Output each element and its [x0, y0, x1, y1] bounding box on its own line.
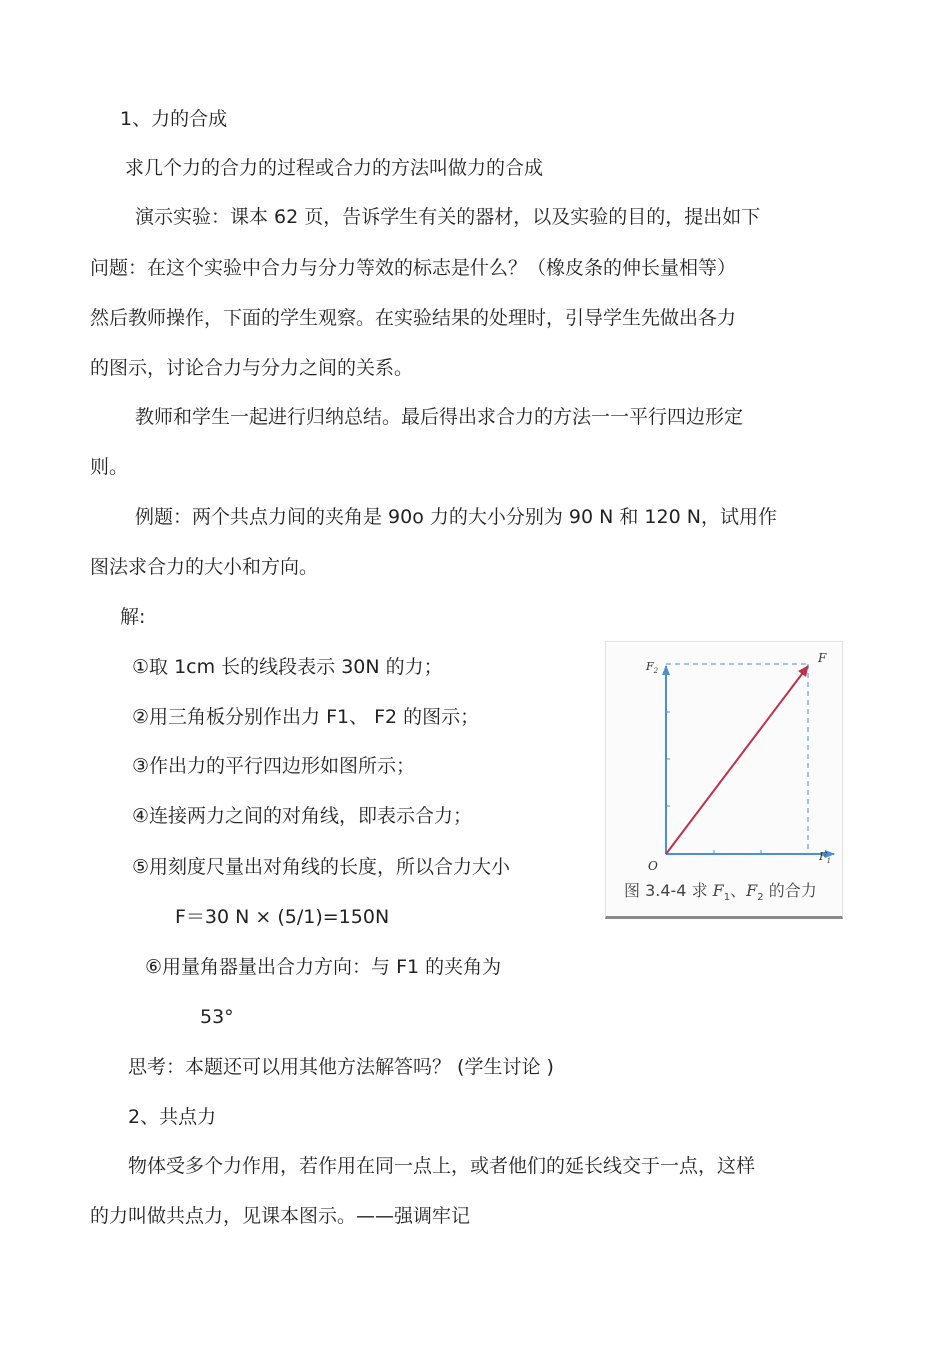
label-origin: O	[648, 859, 658, 873]
paragraph-demo-line2: 问题：在这个实验中合力与分力等效的标志是什么？（橡皮条的伸长量相等）	[90, 257, 737, 279]
figure-caption: 图 3.4-4 求 $F_1$、$F_2$ 的合力	[624, 881, 817, 904]
paragraph-summary-line1: 教师和学生一起进行归纳总结。最后得出求合力的方法一一平行四边形定	[135, 406, 744, 428]
step-6-value: 53°	[200, 1006, 234, 1028]
step-2: ②用三角板分别作出力 F1、 F2 的图示；	[132, 706, 480, 728]
step-4: ④连接两力之间的对角线，即表示合力；	[132, 805, 473, 827]
example-line1: 例题：两个共点力间的夹角是 90ο 力的大小分别为 90 N 和 120 N，试用作	[135, 506, 777, 528]
force-parallelogram-figure	[605, 641, 843, 919]
parallelogram-diagram	[606, 642, 844, 882]
step-5: ⑤用刻度尺量出对角线的长度，所以合力大小	[132, 856, 511, 878]
paragraph-demo-line1: 演示实验：课本 62 页，告诉学生有关的器材，以及实验的目的，提出如下	[135, 206, 761, 228]
thinking-question: 思考：本题还可以用其他方法解答吗？ (学生讨论 )	[128, 1056, 554, 1078]
section-heading-1: 1、力的合成	[120, 108, 228, 130]
step-5-formula: F＝30 N × (5/1)=150N	[175, 906, 390, 928]
resultant-vector	[666, 666, 808, 854]
solution-label: 解:	[120, 606, 146, 628]
label-f2: $F_2$	[646, 660, 659, 675]
paragraph-concurrent-line1: 物体受多个力作用，若作用在同一点上，或者他们的延长线交于一点，这样	[128, 1155, 756, 1177]
paragraph-demo-line3: 然后教师操作，下面的学生观察。在实验结果的处理时，引导学生先做出各力	[90, 307, 737, 329]
paragraph-concurrent-line2: 的力叫做共点力，见课本图示。——强调牢记	[90, 1205, 471, 1227]
paragraph-definition: 求几个力的合力的过程或合力的方法叫做力的合成	[125, 157, 544, 179]
label-f1: $F_1$	[819, 850, 832, 865]
step-6: ⑥用量角器量出合力方向：与 F1 的夹角为	[145, 956, 502, 978]
paragraph-demo-line4: 的图示，讨论合力与分力之间的关系。	[90, 357, 414, 379]
label-f: F	[818, 651, 827, 665]
step-3: ③作出力的平行四边形如图所示；	[132, 755, 416, 777]
example-line2: 图法求合力的大小和方向。	[90, 556, 319, 578]
paragraph-summary-line2: 则。	[90, 456, 129, 478]
section-heading-2: 2、共点力	[128, 1106, 217, 1128]
step-1: ①取 1cm 长的线段表示 30N 的力；	[132, 656, 443, 678]
